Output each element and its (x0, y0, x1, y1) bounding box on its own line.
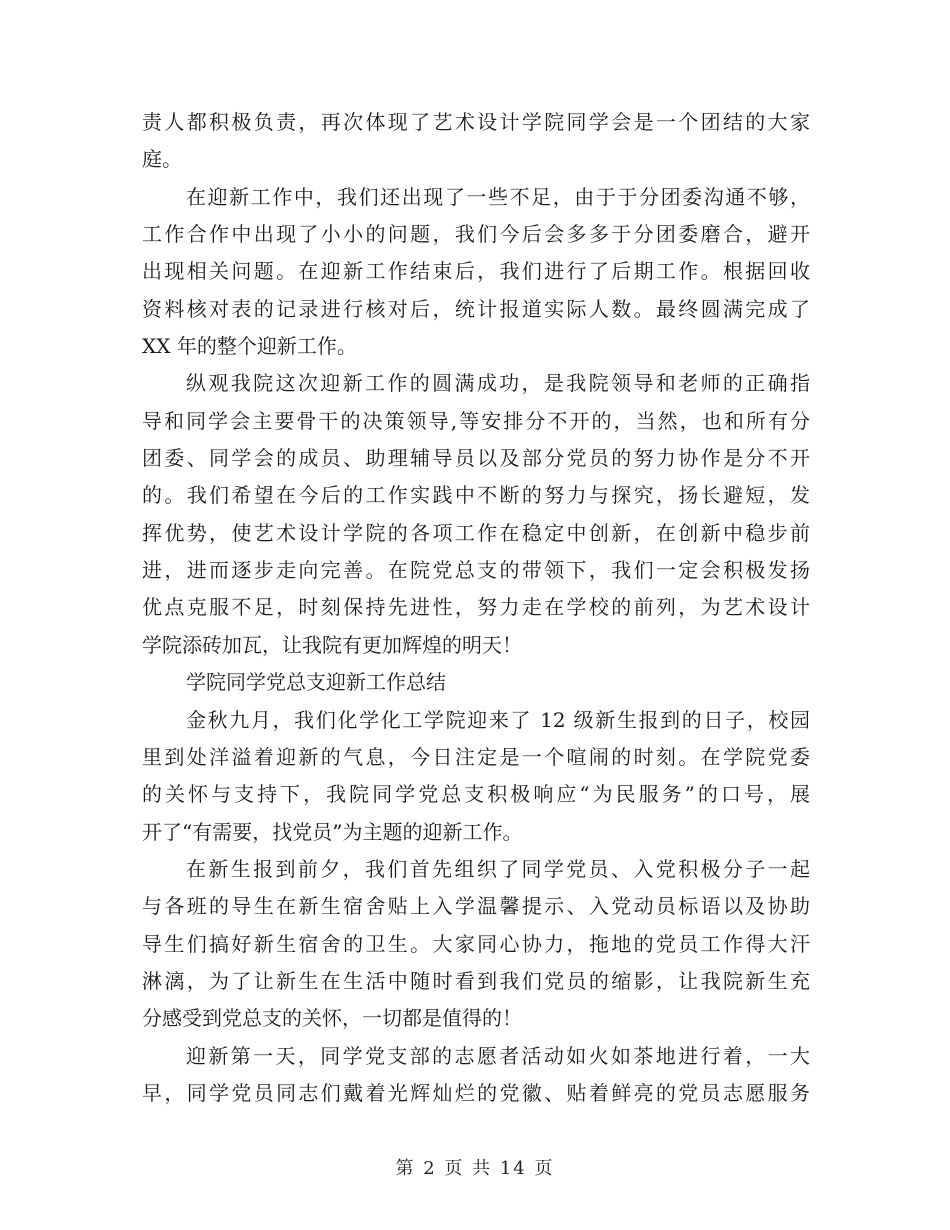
text-line: 挥优势，使艺术设计学院的各项工作在稳定中创新，在创新中稳步前 (142, 520, 810, 545)
text-line: 责人都积极负责，再次体现了艺术设计学院同学会是一个团结的大家 (142, 110, 810, 134)
text-line: 的关怀与支持下，我院同学党总支积极响应“为民服务”的口号，展 (142, 782, 810, 807)
text-line: 的。我们希望在今后的工作实践中不断的努力与探究，扬长避短，发 (142, 483, 810, 508)
text-line: 进，进而逐步走向完善。在院党总支的带领下，我们一定会积极发扬 (142, 558, 810, 583)
text-line: 学院添砖加瓦，让我院有更加辉煌的明天！ (142, 632, 522, 657)
text-line: 早，同学党员同志们戴着光辉灿烂的党徽、贴着鲜亮的党员志愿服务 (142, 1080, 810, 1105)
text-line: 出现相关问题。在迎新工作结束后，我们进行了后期工作。根据回收 (142, 259, 810, 284)
text-line: 团委、同学会的成员、助理辅导员以及部分党员的努力协作是分不开 (142, 446, 810, 471)
text-line: 淋漓，为了让新生在生活中随时看到我们党员的缩影，让我院新生充 (142, 968, 810, 993)
text-line: XX 年的整个迎新工作。 (142, 334, 357, 359)
text-line: 分感受到党总支的关怀，一切都是值得的！ (142, 1006, 522, 1031)
text-line: 资料核对表的记录进行核对后，统计报道实际人数。最终圆满完成了 (142, 296, 810, 321)
text-line: 金秋九月，我们化学化工学院迎来了 12 级新生报到的日子，校园 (186, 707, 810, 732)
text-line: 在新生报到前夕，我们首先组织了同学党员、入党积极分子一起 (186, 856, 810, 881)
text-line: 导生们搞好新生宿舍的卫生。大家同心协力，拖地的党员工作得大汗 (142, 931, 810, 956)
document-body (142, 104, 810, 1112)
text-line: 里到处洋溢着迎新的气息，今日注定是一个喧闹的时刻。在学院党委 (142, 744, 810, 769)
text-line: 导和同学会主要骨干的决策领导,等安排分不开的，当然，也和所有分 (142, 408, 810, 433)
text-line: 优点克服不足，时刻保持先进性，努力走在学校的前列，为艺术设计 (142, 595, 810, 620)
text-line: 在迎新工作中，我们还出现了一些不足，由于于分团委沟通不够， (186, 184, 810, 209)
text-line: 与各班的导生在新生宿舍贴上入学温馨提示、入党动员标语以及协助 (142, 894, 810, 919)
text-line: 纵观我院这次迎新工作的圆满成功，是我院领导和老师的正确指 (186, 371, 810, 396)
text-line: 学院同学党总支迎新工作总结 (186, 670, 446, 695)
text-line: 开了“有需要，找党员”为主题的迎新工作。 (142, 819, 523, 844)
page-number-footer: 第 2 页 共 14 页 (395, 1158, 555, 1179)
text-line: 工作合作中出现了小小的问题，我们今后会多多于分团委磨合，避开 (142, 222, 810, 247)
text-line: 迎新第一天，同学党支部的志愿者活动如火如茶地进行着，一大 (186, 1043, 810, 1068)
text-line: 庭。 (142, 147, 182, 172)
